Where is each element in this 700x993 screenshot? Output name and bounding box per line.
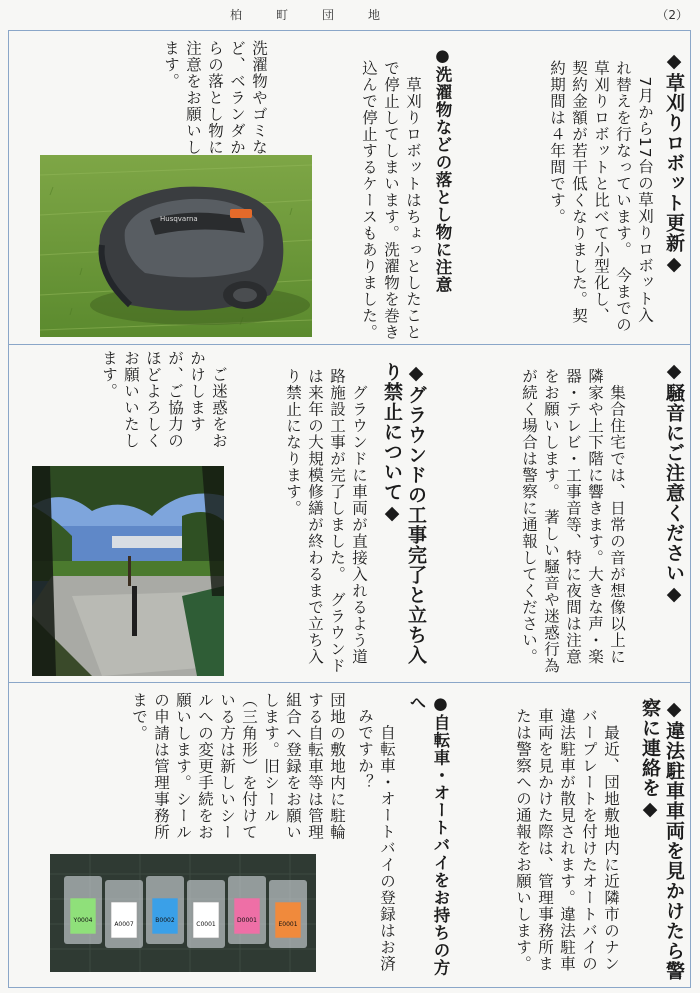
sticker-card: [234, 898, 260, 934]
robot-mower-image: [40, 155, 312, 337]
sticker-number: E0001: [278, 921, 298, 928]
noise-heading: ◆騒音にご注意ください◆: [663, 360, 685, 606]
mower-photo: [40, 155, 312, 337]
bike-body: 自転車・オートバイの登録はお済みですか？: [356, 708, 396, 972]
ground-note: ご迷惑をおかけしますが、ご協力のほどよろしくお願いいたします。: [100, 350, 228, 449]
row-divider-1: [8, 344, 691, 345]
newsletter-title: 柏町団地: [230, 8, 415, 22]
sticker-number: Y0004: [73, 917, 93, 924]
sticker-card: [152, 898, 178, 934]
bike-heading: ●自転車・オートバイをお持ちの方へ: [407, 694, 450, 977]
row-divider-2: [8, 682, 691, 683]
laundry-heading: ●洗濯物などの落とし物に注意: [433, 46, 452, 294]
ground-road-image: [32, 466, 224, 676]
stickers-photo: [50, 854, 316, 972]
sticker-card: [275, 902, 301, 938]
mower-body: 7月から17台の草刈りロボット入れ替えを行なっています。 今までの草刈りロボットと比べて小型化し、契約金額が若干低くなりました。契約期間は４年間です。: [548, 60, 654, 333]
sticker-number: B0002: [155, 917, 175, 924]
laundry-body: 草刈りロボットはちょっとしたことで停止してしまいます。洗濯物を巻き込んで停止するケースもありました。: [360, 60, 422, 341]
laundry-note: 洗濯物やゴミなど、ベランダからの落とし物に注意をお願いします。: [162, 40, 268, 156]
sticker-number: D0001: [237, 917, 257, 924]
ground-heading: ◆グラウンドの工事完了と立ち入り禁止について◆: [381, 362, 427, 665]
registration-stickers-image: [50, 854, 316, 972]
sticker-card: [193, 902, 219, 938]
sticker-number: A0007: [114, 921, 134, 928]
mower-heading: ◆草刈りロボット更新◆: [663, 50, 685, 276]
ground-body: グラウンドに車両が直接入れるよう道路施設工事が完了しました。 グラウンドは来年の大規模修繕が終わるまで立ち入り禁止になります。: [284, 368, 368, 674]
svg-text:Husqvarna: Husqvarna: [160, 215, 198, 223]
sticker-card: [111, 902, 137, 938]
bike-body2: 団地の敷地内に駐輪する自転車等は管理組合へ登録をお願いします。旧シール（三角形）を付けている方は新しいシールへの変更手続をお願いします。シールの申請は管理事務所まで。: [130, 692, 346, 841]
parking-heading: ◆違法駐車車両を見かけたら警察に連絡を◆: [639, 698, 685, 981]
page-header: [0, 0, 700, 28]
ground-photo: [32, 466, 224, 676]
parking-body: 最近、団地敷地内に近隣市のナンバープレートを付けたオートバイの違法駐車が散見されます。違法駐車車両を見かけた際は、管理事務所または警察への通報をお願いします。: [514, 708, 620, 972]
page-number: （2）: [656, 8, 688, 22]
noise-body: 集合住宅では、日常の音が想像以上に隣家や上下階に響きます。大きな声・楽器・テレビ・工事音等、特に夜間は注意をお願いします。 著しい騒音や迷惑行為が続く場合は警察に通報してください。: [520, 368, 626, 674]
sticker-card: [70, 898, 96, 934]
sticker-number: C0001: [196, 921, 216, 928]
